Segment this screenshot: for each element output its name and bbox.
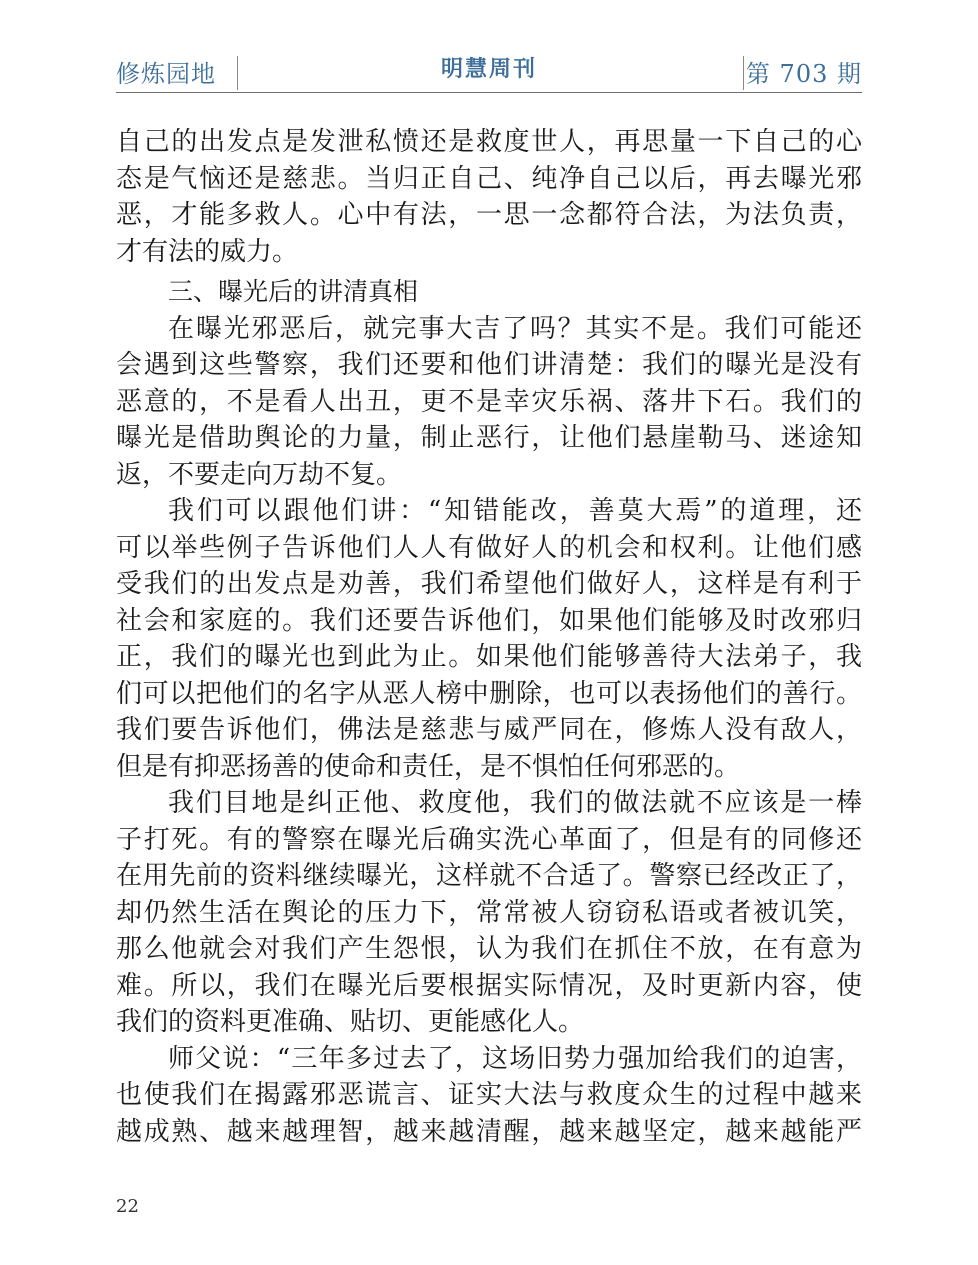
text-line: 自己的出发点是发泄私愤还是救度世人，再思量一下自己的心: [116, 127, 862, 157]
section-heading: 三、曝光后的讲清真相: [168, 277, 419, 306]
text-line: 恶意的，不是看人出丑，更不是幸灾乐祸、落井下石。我们的: [116, 386, 862, 417]
text-line: 受我们的出发点是劝善，我们希望他们做好人，这样是有利于: [116, 569, 862, 599]
text-line: 师父说：“三年多过去了，这场旧势力强加给我们的迫害，: [168, 1043, 862, 1074]
header-rule: [116, 92, 862, 93]
text-line: 也使我们在揭露邪恶谎言、证实大法与救度众生的过程中越来: [116, 1080, 862, 1110]
text-line: 却仍然生活在舆论的压力下，常常被人窃窃私语或者被讥笑，: [116, 897, 862, 928]
text-line: 返，不要走向万劫不复。: [116, 459, 403, 490]
page-number: 22: [116, 1196, 139, 1217]
text-line: 们可以把他们的名字从恶人榜中删除，也可以表扬他们的善行。: [116, 678, 862, 709]
text-line: 难。所以，我们在曝光后要根据实际情况，及时更新内容，使: [116, 970, 862, 1001]
text-line: 可以举些例子告诉他们人人有做好人的机会和权利。让他们感: [116, 532, 862, 563]
text-line: 正，我们的曝光也到此为止。如果他们能够善待大法弟子，我: [116, 642, 862, 672]
text-line: 态是气恼还是慈悲。当归正自己、纯净自己以后，再去曝光邪: [116, 163, 862, 194]
text-line: 才有法的威力。: [116, 236, 299, 267]
issue-number: 第 703 期: [745, 60, 862, 88]
text-line: 我们可以跟他们讲：“知错能改，善莫大焉”的道理，还: [168, 496, 862, 526]
header-divider-right: [743, 56, 744, 90]
page-header: [0, 0, 978, 95]
text-line: 曝光是借助舆论的力量，制止恶行，让他们悬崖勒马、迷途知: [116, 423, 862, 453]
text-line: 在曝光邪恶后，就完事大吉了吗？其实不是。我们可能还: [168, 313, 862, 344]
text-line: 在用先前的资料继续曝光，这样就不合适了。警察已经改正了，: [116, 861, 862, 891]
text-line: 但是有抑恶扬善的使命和责任，是不惧怕任何邪恶的。: [116, 751, 741, 782]
publication-title: 明慧周刊: [440, 57, 537, 82]
text-line: 恶，才能多救人。心中有法，一思一念都符合法，为法负责，: [116, 200, 862, 230]
article-body: [116, 124, 862, 1150]
section-title: 修炼园地: [116, 60, 216, 88]
text-line: 那么他就会对我们产生怨恨，认为我们在抓住不放，在有意为: [116, 934, 862, 964]
text-line: 子打死。有的警察在曝光后确实洗心革面了，但是有的同修还: [116, 824, 862, 855]
text-line: 我们的资料更准确、贴切、更能感化人。: [116, 1007, 585, 1037]
text-line: 社会和家庭的。我们还要告诉他们，如果他们能够及时改邪归: [116, 605, 862, 636]
text-line: 越成熟、越来越理智，越来越清醒，越来越坚定，越来越能严: [116, 1116, 862, 1147]
text-line: 会遇到这些警察，我们还要和他们讲清楚：我们的曝光是没有: [116, 350, 862, 380]
text-line: 我们目地是纠正他、救度他，我们的做法就不应该是一棒: [168, 788, 862, 818]
text-line: 我们要告诉他们，佛法是慈悲与威严同在，修炼人没有敌人，: [116, 715, 862, 745]
